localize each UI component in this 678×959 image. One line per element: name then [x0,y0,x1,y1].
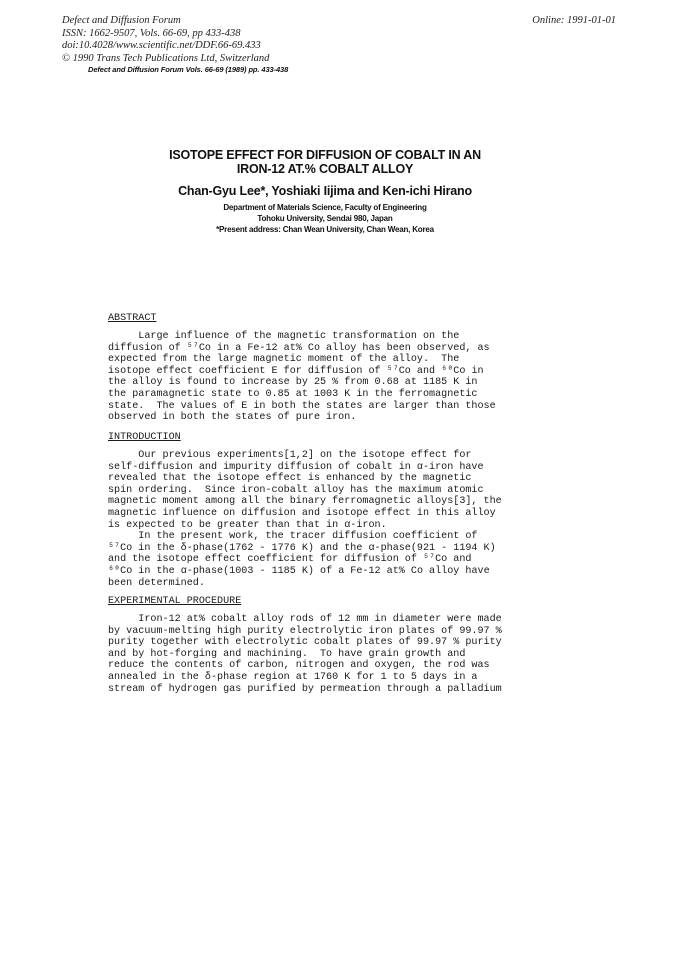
introduction-heading: INTRODUCTION [108,432,181,443]
experimental-heading: EXPERIMENTAL PROCEDURE [108,596,242,607]
introduction-line: ⁵⁷Co in the δ-phase(1762 - 1776 K) and the α-phase(921 - 1194 K) [108,542,496,554]
introduction-body [108,450,548,589]
journal-name: Defect and Diffusion Forum [62,15,181,26]
experimental-line: reduce the contents of carbon, nitrogen and oxygen, the rod was [108,660,490,672]
introduction-line: In the present work, the tracer diffusion coefficient of [108,531,478,543]
experimental-line: annealed in the δ-phase region at 1760 K for 1 to 5 days in a [108,671,478,683]
title-line-1: ISOTOPE EFFECT FOR DIFFUSION OF COBALT IN AN [169,148,481,162]
issn-line: ISSN: 1662-9507, Vols. 66-69, pp 433-438 [62,27,241,39]
abstract-line: Large influence of the magnetic transformation on the [108,331,460,342]
affiliation-department: Department of Materials Science, Faculty of Engineering [223,203,427,212]
experimental-line: purity together with electrolytic cobalt plates of 99.97 % purity [108,637,502,649]
abstract-line: the alloy is found to increase by 25 % from 0.68 at 1185 K in [108,377,478,389]
experimental-line: by vacuum-melting high purity electrolytic iron plates of 99.97 % [108,625,502,637]
journal-volume-line: Defect and Diffusion Forum Vols. 66-69 (1989) pp. 433-438 [88,65,289,74]
abstract-line: state. The values of E in both the states are larger than those [108,400,496,412]
authors: Chan-Gyu Lee*, Yoshiaki Iijima and Ken-ichi Hirano [178,184,472,198]
title-line-2: IRON-12 AT.% COBALT ALLOY [236,162,414,176]
introduction-line: self-diffusion and impurity diffusion of cobalt in α-iron have [108,461,484,473]
affiliation-present-address: *Present address: Chan Wean University, Chan Wean, Korea [216,225,434,234]
introduction-line: is expected to be greater than that in α-iron. [108,519,387,531]
introduction-line: ⁶⁰Co in the α-phase(1003 - 1185 K) of a Fe-12 at% Co alloy have [108,565,490,577]
experimental-body [108,614,548,695]
affiliation-university: Tohoku University, Sendai 980, Japan [257,214,393,223]
introduction-line: revealed that the isotope effect is enhanced by the magnetic [108,473,472,485]
abstract-line: expected from the large magnetic moment of the alloy. The [108,354,460,366]
introduction-line: been determined. [108,577,205,589]
abstract-line: isotope effect coefficient E for diffusion of ⁵⁷Co and ⁶⁰Co in [108,365,484,377]
introduction-line: and the isotope effect coefficient for diffusion of ⁵⁷Co and [108,554,472,566]
copyright-line: © 1990 Trans Tech Publications Ltd, Switzerland [62,52,270,64]
abstract-line: observed in both the states of pure iron. [108,412,357,424]
online-date: Online: 1991-01-01 [532,15,616,26]
introduction-line: magnetic influence on diffusion and isotope effect in this alloy [108,507,496,519]
doi-line: doi:10.4028/www.scientific.net/DDF.66-69.433 [62,40,261,51]
introduction-line: magnetic moment among all the binary ferromagnetic alloys[3], the [108,496,502,508]
experimental-line: Iron-12 at% cobalt alloy rods of 12 mm in diameter were made [108,614,502,625]
experimental-line: stream of hydrogen gas purified by permeation through a palladium [108,683,502,695]
abstract-line: diffusion of ⁵⁷Co in a Fe-12 at% Co alloy has been observed, as [108,342,490,354]
introduction-line: Our previous experiments[1,2] on the isotope effect for [108,450,472,461]
abstract-body [108,331,548,424]
experimental-line: and by hot-forging and machining. To have grain growth and [108,648,466,660]
introduction-line: spin ordering. Since iron-cobalt alloy has the maximum atomic [108,484,484,496]
abstract-line: the paramagnetic state to 0.85 at 1003 K in the ferromagnetic [108,388,478,400]
abstract-heading: ABSTRACT [108,313,157,324]
paper-title [120,148,530,176]
citation-block [62,15,269,65]
